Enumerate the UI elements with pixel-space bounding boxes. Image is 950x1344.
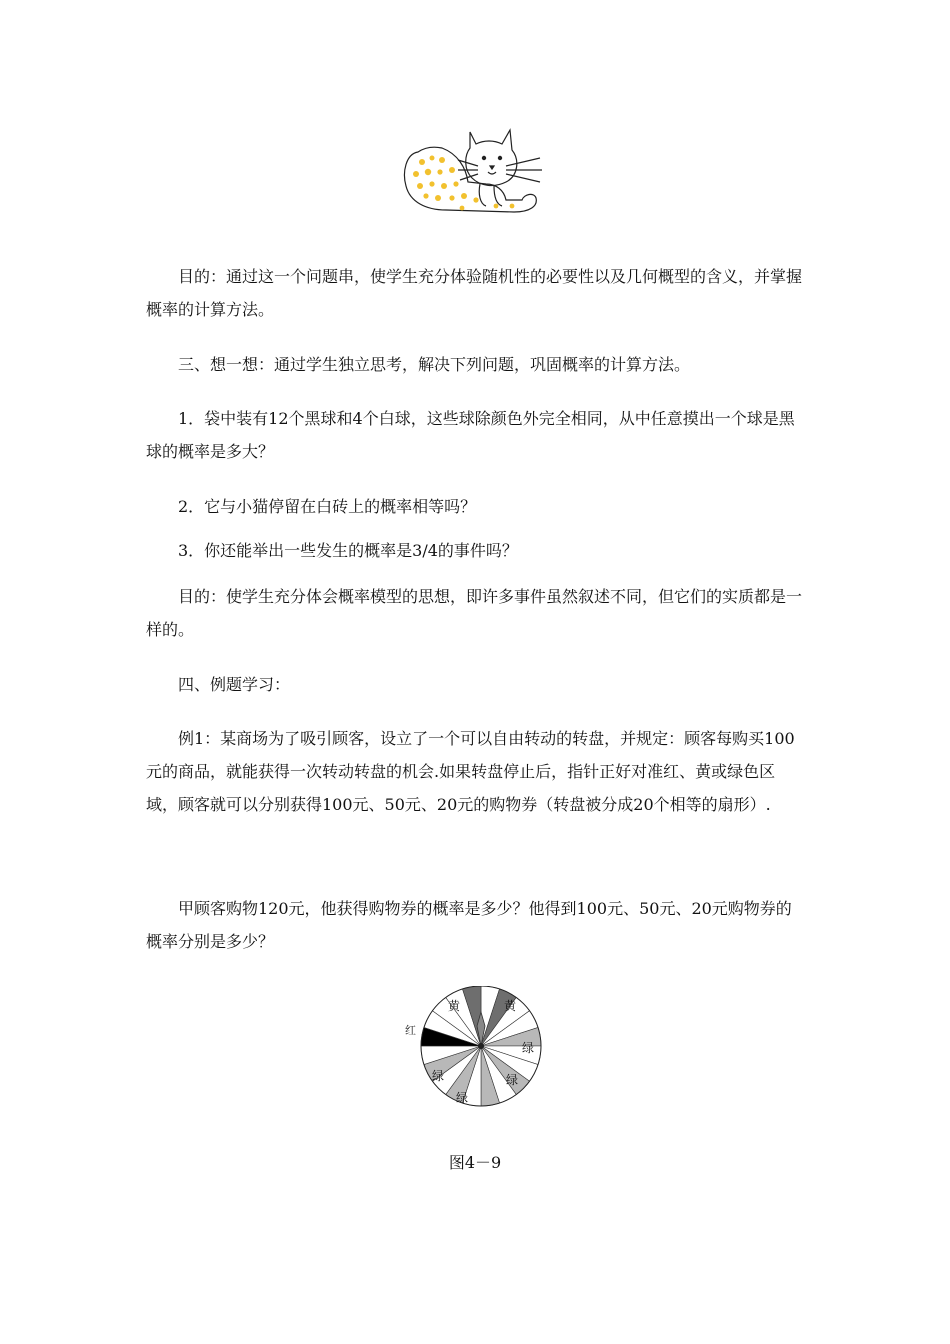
example-1-question: 甲顾客购物120元，他获得购物券的概率是多少？他得到100元、50元、20元购物券的概率分别是多少？ [146,899,792,951]
green-label-right-upper: 绿 [522,1041,535,1055]
section-think-heading: 三、想一想：通过学生独立思考，解决下列问题，巩固概率的计算方法。 [178,355,691,374]
purpose-paragraph-2: 目的：使学生充分体会概率模型的思想，即许多事件虽然叙述不同，但它们的实质都是一样的。 [146,587,803,639]
green-label-left-lower: 绿 [456,1091,469,1105]
green-label-right-lower: 绿 [506,1073,519,1087]
red-label: 红 [405,1024,416,1037]
example-1-text: 例1：某商场为了吸引顾客，设立了一个可以自由转动的转盘，并规定：顾客每购买100元的商品，就能获得一次转动转盘的机会.如果转盘停止后，指针正好对准红、黄或绿色区域，顾客就可以分别获得100元、50元、20元的购物券（转盘被分成20个相等的扇形）. [146,729,795,814]
figure-caption: 图4－9 [448,1153,502,1172]
yellow-label-left: 黄 [448,999,461,1013]
yellow-label-right: 黄 [504,999,517,1013]
question-2: 2．它与小猫停留在白砖上的概率相等吗？ [178,497,477,516]
section-example-heading: 四、例题学习： [178,675,291,694]
question-3: 3．你还能举出一些发生的概率是3/4的事件吗？ [178,541,518,560]
question-1: 1．袋中装有12个黑球和4个白球，这些球除颜色外完全相同，从中任意摸出一个球是黑球的概率是多大？ [146,409,795,461]
spinner-wheel [400,986,550,1112]
cat-illustration [396,124,548,224]
purpose-paragraph-1: 目的：通过这一个问题串，使学生充分体验随机性的必要性以及几何概型的含义，并掌握概率的计算方法。 [146,267,803,319]
green-label-left-upper: 绿 [432,1069,445,1083]
